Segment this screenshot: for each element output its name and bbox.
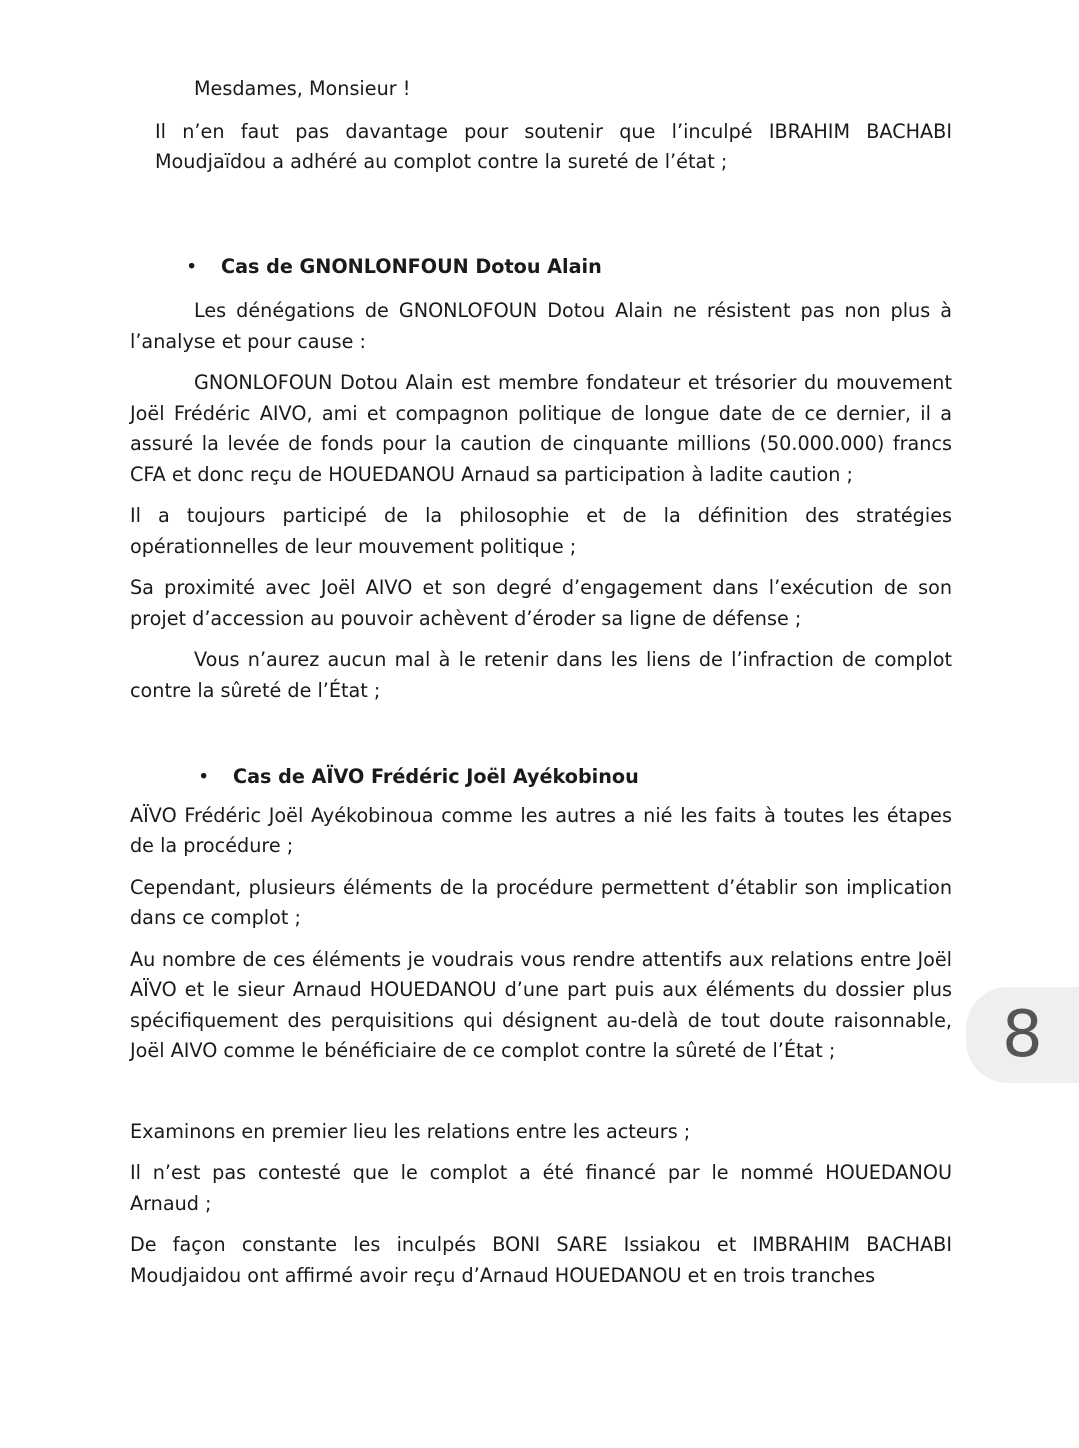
intro-paragraph: Il n’en faut pas davantage pour soutenir que l’inculpé IBRAHIM BACHABI Moudjaïdou a adhéré au complot contre la sureté de l’état ; [155,119,952,173]
bullet-icon: • [186,254,198,278]
page-number-tab [966,987,1079,1083]
document-page [130,74,952,1302]
paragraph: Examinons en premier lieu les relations entre les acteurs ; [130,1119,691,1143]
paragraph: Vous n’aurez aucun mal à le retenir dans les liens de l’infraction de complot contre la sûreté de l’État ; [130,648,952,702]
bullet-icon: • [198,765,210,788]
paragraph: Il a toujours participé de la philosophie et de la définition des stratégies opérationnelles de leur mouvement politique ; [130,504,952,558]
paragraph: Sa proximité avec Joël AIVO et son degré d’engagement dans l’exécution de son projet d’accession au pouvoir achèvent d’éroder sa ligne de défense ; [130,576,952,630]
paragraph: GNONLOFOUN Dotou Alain est membre fondateur et trésorier du mouvement Joël Frédéric AIVO, ami et compagnon politique de longue date de ce dernier, il a assuré la levée de fonds pour la caution de cinquante millions (50.000.000) francs CFA et donc reçu de HOUEDANOU Arnaud sa participation à ladite caution ; [130,371,952,486]
section-heading-aivo [130,762,952,793]
paragraph: De façon constante les inculpés BONI SARE Issiakou et IMBRAHIM BACHABI Moudjaidou ont affirmé avoir reçu d’Arnaud HOUEDANOU et en trois tranches [130,1233,952,1287]
paragraph: Cependant, plusieurs éléments de la procédure permettent d’établir son implication dans ce complot ; [130,875,952,929]
paragraph: Il n’est pas contesté que le complot a été financé par le nommé HOUEDANOU Arnaud ; [130,1161,952,1215]
paragraph: Les dénégations de GNONLOFOUN Dotou Alain ne résistent pas non plus à l’analyse et pour cause : [130,299,952,353]
section-heading-gnonlonfoun [130,252,952,283]
section-heading-text: Cas de AÏVO Frédéric Joël Ayékobinou [233,765,639,788]
section-heading-text: Cas de GNONLONFOUN Dotou Alain [221,254,602,278]
paragraph: AÏVO Frédéric Joël Ayékobinoua comme les autres a nié les faits à toutes les étapes de la procédure ; [130,803,952,857]
greeting: Mesdames, Monsieur ! [194,77,411,100]
paragraph: Au nombre de ces éléments je voudrais vous rendre attentifs aux relations entre Joël AÏVO et le sieur Arnaud HOUEDANOU d’une part puis aux éléments du dossier plus spécifiquement des perquisitions qui désignent au-delà de tout doute raisonnable, Joël AIVO comme le bénéficiaire de ce complot contre la sûreté de l’État ; [130,947,952,1062]
page-number: 8 [1002,998,1043,1072]
